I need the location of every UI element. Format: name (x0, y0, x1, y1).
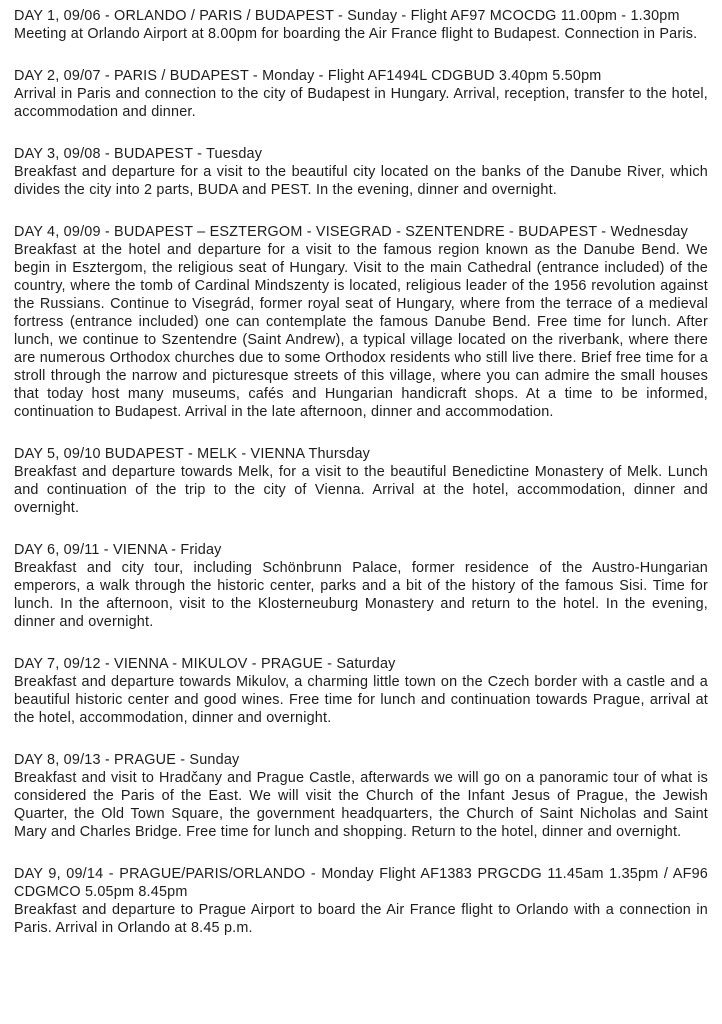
day-8-description: Breakfast and visit to Hradčany and Prague Castle, afterwards we will go on a panoramic tour of what is considered the Paris of the East. We will visit the Church of the Infant Jesus of Prague, the Jewish Quarter, the Old Town Square, the government headquarters, the Church of Saint Nicholas and Saint Mary and Charles Bridge. Free time for lunch and shopping. Return to the hotel, dinner and overnight. (14, 770, 708, 840)
itinerary-day-8 (14, 751, 708, 841)
day-9-heading: DAY 9, 09/14 - PRAGUE/PARIS/ORLANDO - Monday Flight AF1383 PRGCDG 11.45am 1.35pm / AF96 CDGMCO 5.05pm 8.45pm (14, 866, 708, 900)
day-6-description: Breakfast and city tour, including Schönbrunn Palace, former residence of the Austro-Hungarian emperors, a walk through the historic center, parks and a bit of the history of the famous Sisi. Time for lunch. In the afternoon, visit to the Klosterneuburg Monastery and return to the hotel. In the evening, dinner and overnight. (14, 560, 708, 630)
itinerary-day-6 (14, 541, 708, 631)
day-1-heading: DAY 1, 09/06 - ORLANDO / PARIS / BUDAPEST - Sunday - Flight AF97 MCOCDG 11.00pm - 1.30pm (14, 8, 680, 24)
day-5-description: Breakfast and departure towards Melk, for a visit to the beautiful Benedictine Monastery of Melk. Lunch and continuation of the trip to the city of Vienna. Arrival at the hotel, accommodation, dinner and overnight. (14, 464, 708, 516)
day-8-heading: DAY 8, 09/13 - PRAGUE - Sunday (14, 752, 240, 768)
itinerary-day-4 (14, 223, 708, 421)
day-6-heading: DAY 6, 09/11 - VIENNA - Friday (14, 542, 222, 558)
day-7-heading: DAY 7, 09/12 - VIENNA - MIKULOV - PRAGUE - Saturday (14, 656, 396, 672)
itinerary-day-5 (14, 445, 708, 517)
itinerary-day-1 (14, 7, 708, 43)
day-5-heading: DAY 5, 09/10 BUDAPEST - MELK - VIENNA Thursday (14, 446, 371, 462)
itinerary-day-9 (14, 865, 708, 937)
itinerary-day-2 (14, 67, 708, 121)
itinerary-day-3 (14, 145, 708, 199)
day-3-description: Breakfast and departure for a visit to the beautiful city located on the banks of the Danube River, which divides the city into 2 parts, BUDA and PEST. In the evening, dinner and overnight. (14, 164, 708, 198)
day-9-description: Breakfast and departure to Prague Airport to board the Air France flight to Orlando with a connection in Paris. Arrival in Orlando at 8.45 p.m. (14, 902, 708, 936)
day-4-description: Breakfast at the hotel and departure for a visit to the famous region known as the Danube Bend. We begin in Esztergom, the religious seat of Hungary. Visit to the main Cathedral (entrance included) of the country, where the tomb of Cardinal Mindszenty is located, religious leader of the 1956 revolution against the Russians. Continue to Visegrád, former royal seat of Hungary, where from the terrace of a medieval fortress (entrance included) one can contemplate the famous Danube Bend. Free time for lunch. After lunch, we continue to Szentendre (Saint Andrew), a typical village located on the riverbank, where there are numerous Orthodox churches due to some Orthodox residents who still live there. Brief free time for a stroll through the narrow and picturesque streets of this village, where you can admire the small houses that today host many museums, cafés and Hungarian handicraft shops. At a time to be informed, continuation to Budapest. Arrival in the late afternoon, dinner and accommodation. (14, 242, 708, 420)
day-2-description: Arrival in Paris and connection to the city of Budapest in Hungary. Arrival, reception, transfer to the hotel, accommodation and dinner. (14, 86, 708, 120)
itinerary-day-7 (14, 655, 708, 727)
day-4-heading: DAY 4, 09/09 - BUDAPEST – ESZTERGOM - VISEGRAD - SZENTENDRE - BUDAPEST - Wednesday (14, 224, 689, 240)
day-7-description: Breakfast and departure towards Mikulov, a charming little town on the Czech border with a castle and a beautiful historic center and good wines. Free time for lunch and continuation towards Prague, arrival at the hotel, accommodation, dinner and overnight. (14, 674, 708, 726)
day-2-heading: DAY 2, 09/07 - PARIS / BUDAPEST - Monday - Flight AF1494L CDGBUD 3.40pm 5.50pm (14, 68, 602, 84)
day-3-heading: DAY 3, 09/08 - BUDAPEST - Tuesday (14, 146, 263, 162)
day-1-description: Meeting at Orlando Airport at 8.00pm for boarding the Air France flight to Budapest. Connection in Paris. (14, 26, 698, 42)
